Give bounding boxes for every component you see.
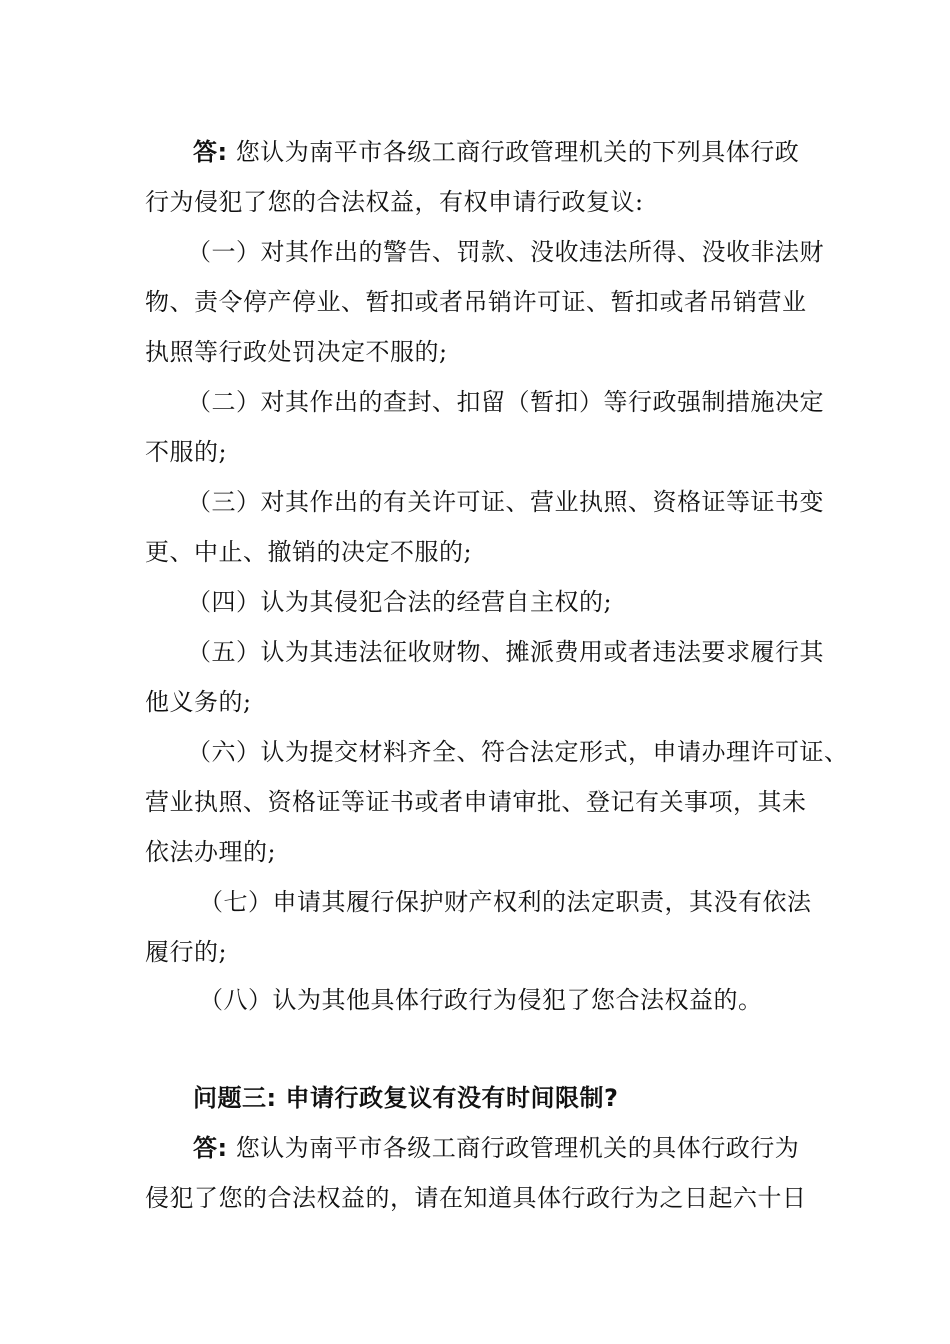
answer-label: 答:	[193, 1134, 228, 1162]
answer-text: 您认为南平市各级工商行政管理机关的具体行政行为	[235, 1134, 800, 1162]
item-8-line-1: （八）认为其他具体行政行为侵犯了您合法权益的。	[199, 986, 763, 1014]
item-5-line-2: 他义务的;	[145, 688, 252, 716]
item-1-line-1: （一）对其作出的警告、罚款、没收违法所得、没收非法财	[187, 238, 824, 266]
item-2-line-2: 不服的;	[145, 438, 228, 466]
item-1-line-3: 执照等行政处罚决定不服的;	[145, 338, 448, 366]
item-6-line-2: 营业执照、资格证等证书或者申请审批、登记有关事项，其未	[145, 788, 807, 816]
item-3-line-2: 更、中止、撤销的决定不服的;	[145, 538, 473, 566]
item-2-line-1: （二）对其作出的查封、扣留（暂扣）等行政强制措施决定	[187, 388, 824, 416]
item-7-line-2: 履行的;	[145, 938, 228, 966]
question-heading: 问题三: 申请行政复议有没有时间限制?	[193, 1084, 619, 1112]
item-6-line-1: （六）认为提交材料齐全、符合法定形式，申请办理许可证、	[187, 738, 849, 766]
answer-text: 您认为南平市各级工商行政管理机关的下列具体行政	[235, 138, 800, 166]
answer-paragraph-1-line-1	[193, 137, 893, 167]
answer-paragraph-2-line-1	[193, 1133, 893, 1163]
answer-label: 答:	[193, 138, 228, 166]
item-7-line-1: （七）申请其履行保护财产权利的法定职责，其没有依法	[199, 888, 812, 916]
item-1-line-2: 物、责令停产停业、暂扣或者吊销许可证、暂扣或者吊销营业	[145, 288, 807, 316]
item-5-line-1: （五）认为其违法征收财物、摊派费用或者违法要求履行其	[187, 638, 824, 666]
item-6-line-3: 依法办理的;	[145, 838, 277, 866]
item-3-line-1: （三）对其作出的有关许可证、营业执照、资格证等证书变	[187, 488, 824, 516]
answer-paragraph-1-line-2: 行为侵犯了您的合法权益，有权申请行政复议:	[145, 188, 644, 216]
answer-paragraph-2-line-2: 侵犯了您的合法权益的，请在知道具体行政行为之日起六十日	[145, 1184, 807, 1212]
item-4-line-1: （四）认为其侵犯合法的经营自主权的;	[187, 588, 613, 616]
